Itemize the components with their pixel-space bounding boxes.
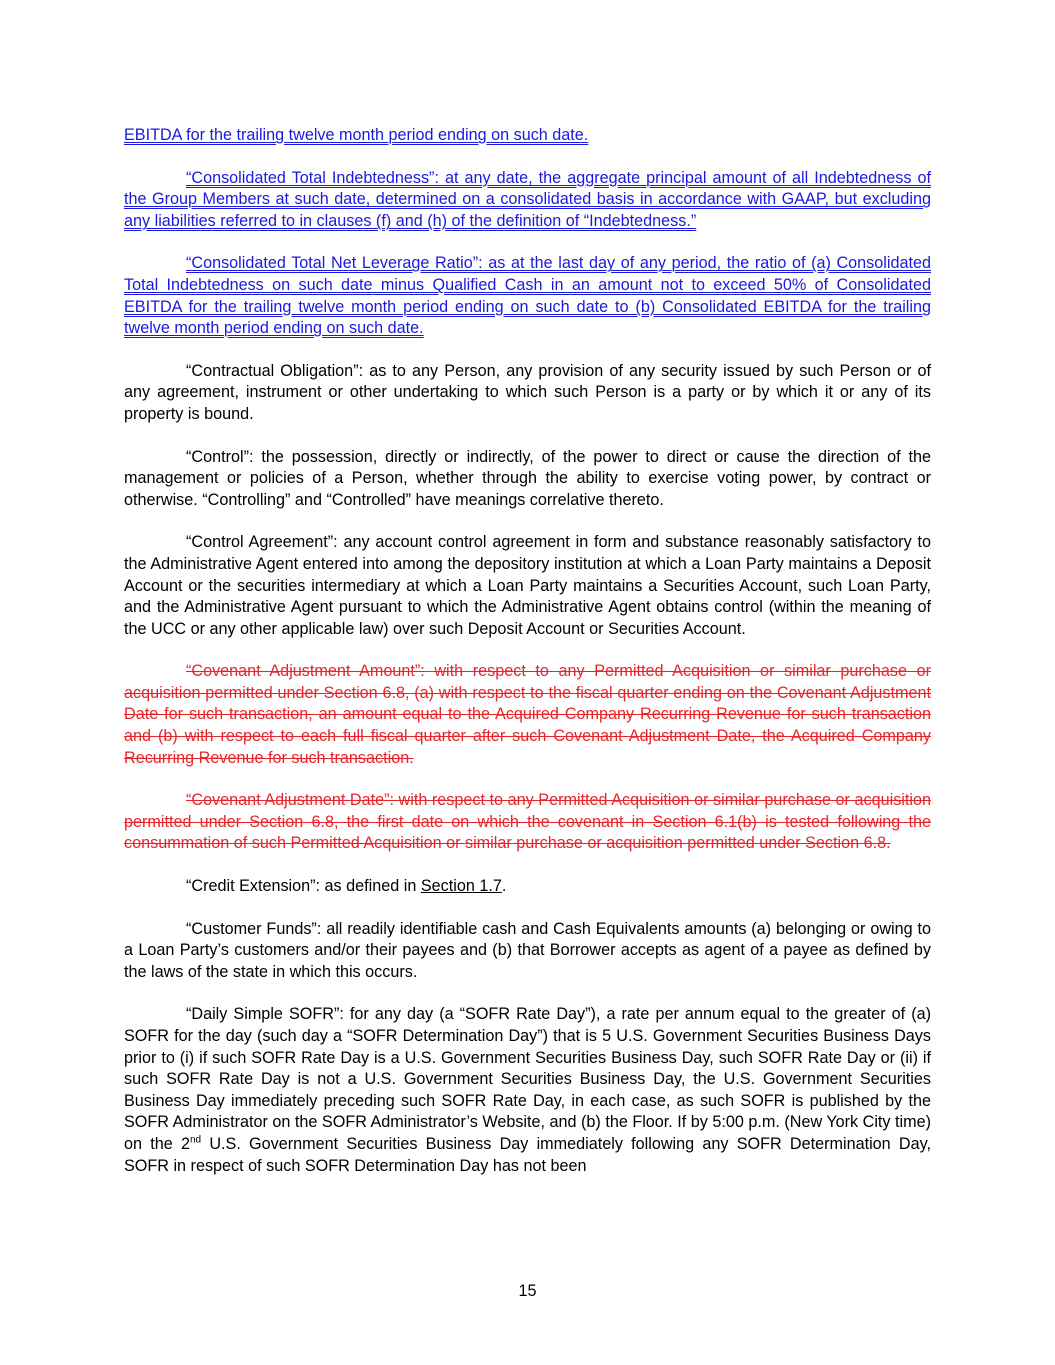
deleted-term: “Covenant Adjustment Amount”:	[186, 662, 425, 681]
definition-daily-simple-sofr	[124, 1004, 931, 1177]
defined-term: “Contractual Obligation”:	[186, 361, 364, 380]
ordinal-superscript: nd	[189, 1134, 202, 1146]
definition-body: U.S. Government Securities Business Day immediately following any SOFR Determination Day, SOFR in respect of such SOFR Determination Day has not been	[124, 1134, 931, 1175]
definition-credit-extension	[124, 876, 931, 898]
definition-body: at any date, the aggregate principal amount of all Indebtedness of the Group Members at such date, determined on a consolidated basis in accordance with GAAP, but excluding any liabilities referred to in clauses (f) and (h) of the definition of “Indebtedness.”	[124, 168, 931, 230]
definition-body: the possession, directly or indirectly, of the power to direct or cause the direction of the management or policies of a Person, whether through the ability to exercise voting power, by contract or otherwise. “Controlling” and “Controlled” have meanings correlative thereto.	[124, 447, 931, 509]
definition-body: .	[501, 877, 507, 896]
definition-consolidated-total-indebtedness	[124, 168, 931, 233]
defined-term: “Control Agreement”:	[186, 533, 338, 552]
definition-body: any account control agreement in form and substance reasonably satisfactory to the Administrative Agent entered into among the depository institution at which a Loan Party maintains a Deposit Account or the securities intermediary at which a Loan Party maintains a Securities Account, such Loan Party, and the Administrative Agent pursuant to which the Administrative Agent obtains control (within the meaning of the UCC or any other applicable law) over such Deposit Account or Securities Account.	[124, 533, 932, 638]
paragraph-ebitda-continuation	[124, 125, 931, 147]
defined-term: “Consolidated Total Net Leverage Ratio”:	[186, 254, 483, 273]
inserted-text: EBITDA for the trailing twelve month period ending on such date.	[124, 126, 589, 144]
defined-term: “Control”:	[186, 447, 254, 466]
definition-control	[124, 447, 931, 512]
definition-covenant-adjustment-amount	[124, 661, 931, 769]
definition-body: as at the last day of any period, the ratio of (a) Consolidated Total Indebtedness on such date minus Qualified Cash in an amount not to exceed 50% of Consolidated EBITDA for the trailing twelve month period ending on such date to (b) Consolidated EBITDA for the trailing twelve month period ending on such date.	[124, 254, 931, 338]
definition-contractual-obligation	[124, 361, 931, 426]
section-reference: Section 6.1(b)	[652, 812, 757, 831]
defined-term: “Consolidated Total Indebtedness”:	[186, 168, 439, 187]
definition-body: all readily identifiable cash and Cash Equivalents amounts (a) belonging or owing to a Loan Party’s customers and/or their payees and (b) that Borrower accepts as agent of a payee as defined by the laws of the state in which this occurs.	[124, 919, 931, 981]
definition-consolidated-total-net-leverage-ratio	[124, 253, 931, 339]
page-number: 15	[518, 1282, 537, 1300]
definition-control-agreement	[124, 532, 931, 640]
deleted-body: with respect to any Permitted Acquisition or similar purchase or acquisition permitted under Section 6.8, (a) with respect to the fiscal quarter ending on the Covenant Adjustment Date for such transaction, an amount equal to the Acquired Company Recurring Revenue for such transaction and (b) with respect to each full fiscal quarter after such Covenant Adjustment Date, the Acquired Company Recurring Revenue for such transaction.	[124, 662, 931, 767]
deleted-body: with respect to any Permitted Acquisition or similar purchase or acquisition permitted under Section 6.8, the first date on which the covenant in	[124, 791, 931, 831]
page-body	[124, 125, 931, 1198]
section-reference: Section 1.7	[420, 877, 502, 896]
defined-term: “Daily Simple SOFR”:	[186, 1005, 344, 1024]
defined-term: “Customer Funds”:	[186, 919, 322, 938]
deleted-term: “Covenant Adjustment Date”:	[186, 791, 394, 810]
definition-customer-funds	[124, 919, 931, 984]
definition-covenant-adjustment-date	[124, 790, 931, 855]
definition-body: for any day (a “SOFR Rate Day”), a rate per annum equal to the greater of (a) SOFR for the day (such day a “SOFR Determination Day”) that is 5 U.S. Government Securities Business Days prior to (i) if such SOFR Rate Day is a U.S. Government Securities Business Day, such SOFR Rate Day or (ii) if such SOFR Rate Day is not a U.S. Government Securities Business Day, the U.S. Government Securities Business Day immediately preceding such SOFR Rate Day, in each case, as such SOFR is published by the SOFR Administrator on the SOFR Administrator’s Website, and (b) the Floor. If by 5:00 p.m. (New York City time) on the 2	[124, 1005, 931, 1153]
defined-term: “Credit Extension”:	[186, 877, 321, 896]
definition-body: as defined in	[320, 877, 421, 896]
definition-body: as to any Person, any provision of any security issued by such Person or of any agreement, instrument or other undertaking to which such Person is a party or by which it or any of its property is bound.	[124, 361, 931, 423]
deleted-body: is tested following the consummation of such Permitted Acquisition or similar purchase or acquisition permitted under Section 6.8.	[124, 812, 931, 853]
